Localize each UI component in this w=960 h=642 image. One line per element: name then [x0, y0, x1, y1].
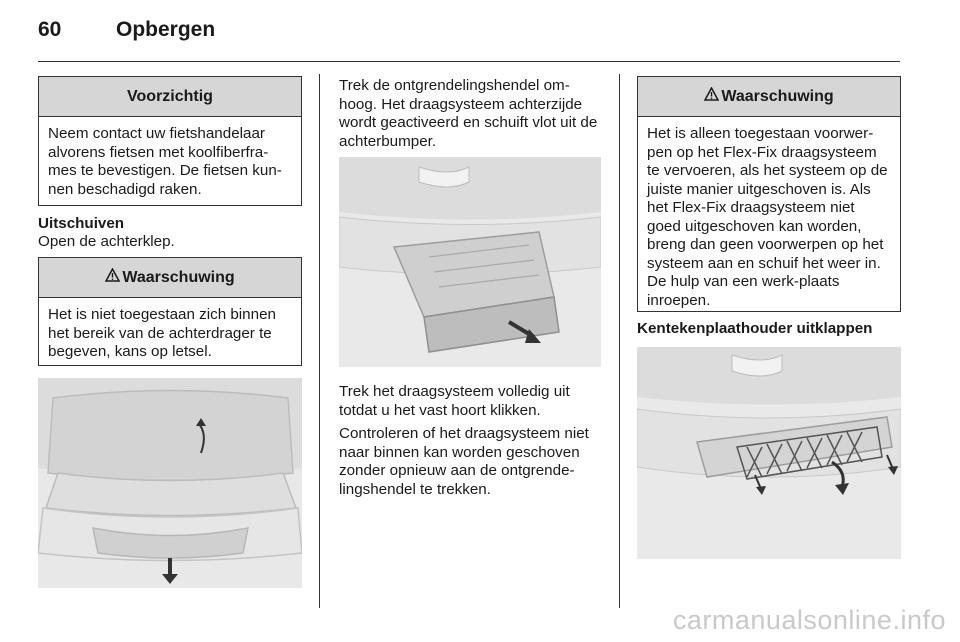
caution-title: Voorzichtig [39, 77, 301, 117]
warning-text-2: Het is alleen toegestaan voorwer-pen op het Flex-Fix draagsysteem te vervoeren, als het systeem op de juiste manier uitgeschoven is. Als het Flex-Fix draagsysteem niet goed uitgeschoven kan worden, breng dan geen voorwerpen op het systeem aan en schuif het weer in. De hulp van een werk-plaats inroepen. [647, 125, 888, 309]
paragraph-pull-out-fully: Trek het draagsysteem volledig uit totdat u het vast hoort klikken. [339, 383, 570, 419]
illustration-license-plate-holder [637, 347, 901, 559]
illustration-rear-bumper [38, 378, 302, 588]
warning-title-text-2: Waarschuwing [721, 87, 834, 105]
page-title: Opbergen [116, 18, 216, 41]
column-divider-2 [619, 74, 620, 608]
subheading-license-plate-holder: Kentekenplaathouder uitklappen [637, 320, 873, 337]
illustration-carrier-extended [339, 157, 601, 367]
page-number: 60 [38, 18, 62, 41]
paragraph-release-lever: Trek de ontgrendelingshendel om-hoog. Het draagsysteem achterzijde wordt geactiveerd en schuift vlot uit de achterbumper. [339, 77, 598, 150]
warning-text-1: Het is niet toegestaan zich binnen het bereik van de achterdrager te begeven, kans op letsel. [48, 306, 276, 360]
paragraph-open-tailgate: Open de achterklep. [38, 233, 175, 250]
warning-title-text-1: Waarschuwing [122, 268, 235, 286]
warning-title-2 [638, 77, 900, 117]
warning-triangle-icon [704, 87, 719, 106]
warning-box-2 [637, 76, 901, 312]
paragraph-check-locked: Controleren of het draagsysteem niet naar binnen kan worden geschoven zonder opnieuw aan de ontgrende-lingshendel te trekken. [339, 425, 589, 498]
column-divider-1 [319, 74, 320, 608]
caution-box [38, 76, 302, 206]
warning-box-1 [38, 257, 302, 366]
warning-title-1 [39, 258, 301, 298]
subheading-uitschuiven: Uitschuiven [38, 215, 125, 232]
watermark: carmanualsonline.info [672, 605, 946, 635]
warning-triangle-icon [105, 268, 120, 287]
caution-text: Neem contact uw fietshandelaar alvorens fietsen met koolfiberfra-mes te bevestigen. De fietsen kun-nen beschadigd raken. [48, 125, 282, 198]
header-divider [38, 61, 900, 62]
